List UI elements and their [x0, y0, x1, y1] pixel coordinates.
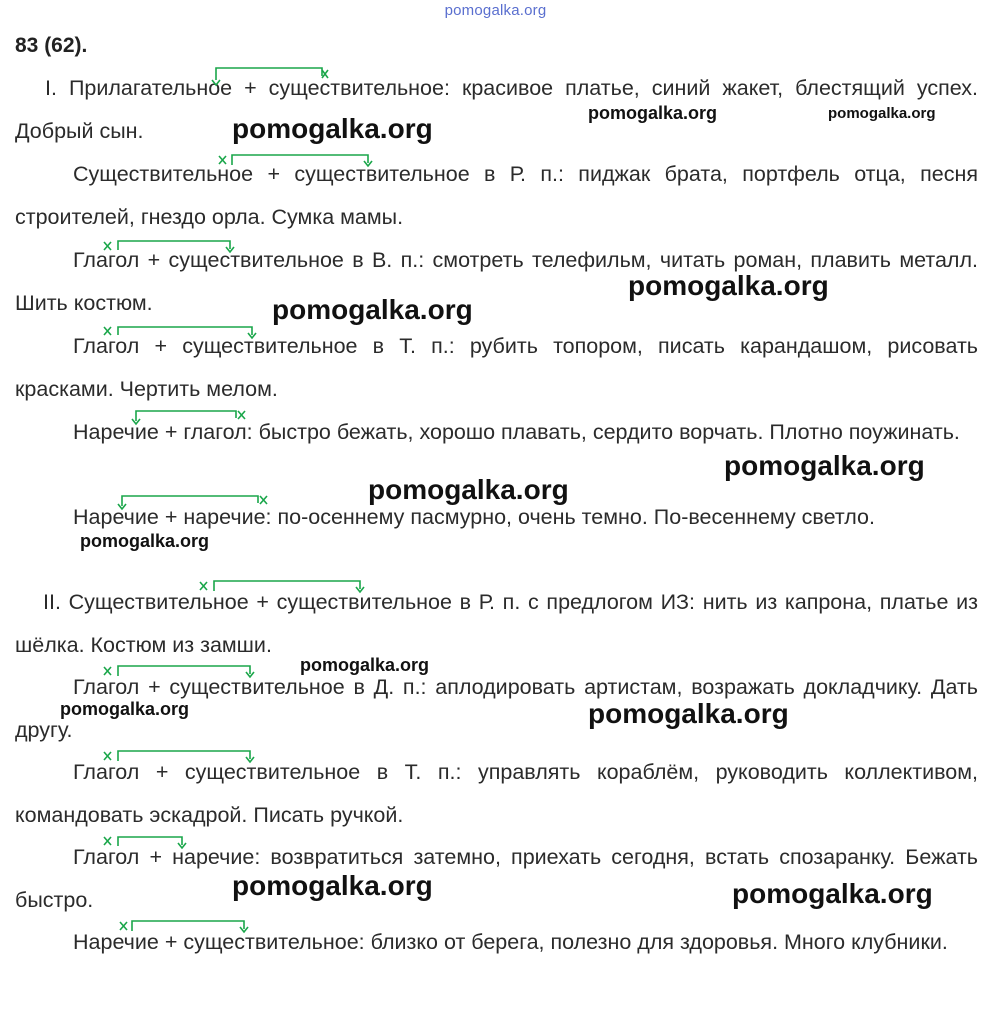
watermark: pomogalka.org — [272, 294, 473, 325]
watermark: pomogalka.org — [232, 870, 433, 901]
watermark: pomogalka.org — [828, 105, 936, 122]
watermark: pomogalka.org — [628, 270, 829, 301]
paragraph-4: Глагол + существительное в Т. п.: рубить топором, писать карандашом, рисовать красками. Чертить мелом. — [15, 334, 978, 401]
watermark: pomogalka.org — [588, 698, 789, 729]
paragraph-3: Глагол + существительное в В. п.: смотреть телефильм, читать роман, плавить металл. Шить костюм. — [15, 248, 978, 315]
watermark: pomogalka.org — [232, 113, 433, 144]
paragraph-9: Глагол + существительное в Т. п.: управлять кораблём, руководить коллективом, командовать эскадрой. Писать ручкой. — [15, 760, 978, 827]
watermark: pomogalka.org — [368, 474, 569, 505]
paragraph-1: I. Прилагательное + существительное: красивое платье, синий жакет, блестящий успех. Добрый сын. — [15, 76, 978, 143]
paragraph-8: Глагол + существительное в Д. п.: аплодировать артистам, возражать докладчику. Дать другу. — [15, 675, 978, 742]
site-header-link[interactable]: pomogalka.org — [444, 2, 547, 19]
watermark: pomogalka.org — [732, 878, 933, 909]
paragraph-5: Наречие + глагол: быстро бежать, хорошо плавать, сердито ворчать. Плотно поужинать. — [73, 420, 960, 444]
watermark: pomogalka.org — [588, 103, 718, 123]
paragraph-6: Наречие + наречие: по-осеннему пасмурно, очень темно. По-весеннему светло. — [73, 505, 875, 529]
paragraph-11: Наречие + существительное: близко от берега, полезно для здоровья. Много клубники. — [73, 930, 948, 954]
watermark: pomogalka.org — [300, 655, 430, 675]
paragraph-7: II. Существительное + существительное в Р. п. с предлогом ИЗ: нить из капрона, платье из шёлка. Костюм из замши. — [15, 590, 978, 657]
watermark: pomogalka.org — [60, 699, 190, 719]
paragraph-10: Глагол + наречие: возвратиться затемно, приехать сегодня, встать спозаранку. Бежать быстро. — [15, 845, 978, 912]
watermark: pomogalka.org — [80, 531, 210, 551]
paragraph-2: Существительное + существительное в Р. п.: пиджак брата, портфель отца, песня строителей, гнездо орла. Сумка мамы. — [15, 162, 978, 229]
task-number: 83 (62). — [15, 34, 88, 57]
watermark: pomogalka.org — [724, 450, 925, 481]
